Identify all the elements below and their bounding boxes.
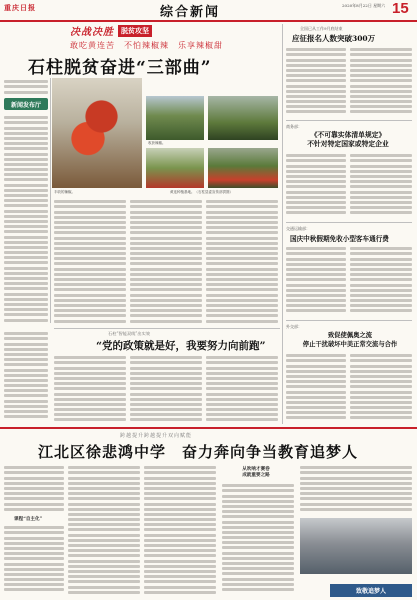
paper-name: 重庆日报 bbox=[4, 3, 36, 12]
bottom-body-col-1a bbox=[4, 464, 64, 514]
field-photo-4 bbox=[208, 148, 278, 188]
bottom-body-col-2 bbox=[68, 464, 140, 596]
bottom-body-col-1b bbox=[4, 524, 64, 596]
school-photo bbox=[300, 518, 412, 574]
story1-headline: 应征报名人数突破300万 bbox=[292, 34, 376, 43]
bottom-body-col-5 bbox=[300, 464, 412, 516]
field-photo-2 bbox=[146, 148, 204, 188]
story1-kicker: 全国已从工作9月底结束 bbox=[300, 26, 343, 31]
story1-body-col-2 bbox=[350, 46, 412, 118]
story4-kicker: 外交部： bbox=[286, 324, 302, 329]
photo-caption-3: 黄连种植基地。（石柱县委宣传部供图） bbox=[170, 190, 233, 194]
story4-headline: 致促使佩奥之流 停止干扰破坏中美正常交流与合作 bbox=[302, 332, 398, 348]
kicker-tag: 脱贫攻坚 bbox=[118, 25, 152, 37]
left-column-text bbox=[4, 114, 48, 324]
photo-caption-2: 收获辣椒。 bbox=[148, 141, 166, 145]
mid-story-headline: “党的政策就是好，我要努力向前跑” bbox=[96, 340, 266, 352]
page-number: 15 bbox=[392, 0, 409, 17]
mid-story-kicker: 石柱“智能双线”出实效 bbox=[108, 331, 150, 336]
story2-body-col-1 bbox=[286, 152, 346, 220]
news-badge: 新闻发布厅 bbox=[4, 98, 48, 110]
lead-body-col-1 bbox=[54, 198, 126, 326]
left-column-text-top bbox=[4, 78, 48, 96]
issue-info: 2020年8月22日 星期六 bbox=[342, 3, 386, 8]
lead-body-col-3 bbox=[206, 198, 278, 326]
mid-body-col-1 bbox=[54, 354, 126, 424]
lead-headline: 石柱脱贫奋进“三部曲” bbox=[28, 58, 212, 78]
story2-kicker: 商务部： bbox=[286, 124, 302, 129]
story2-headline: 《不可靠实体清单规定》 不针对特定国家或特定企业 bbox=[307, 131, 389, 148]
mid-body-col-3 bbox=[206, 354, 278, 424]
story3-body-col-2 bbox=[350, 245, 412, 317]
bottom-kicker: 跨越提升跨越提升双向赋能 bbox=[120, 433, 193, 439]
story3-headline: 国庆中秋假期免收小型客车通行费 bbox=[290, 235, 389, 243]
bottom-subhead-2: 从吹响才赛卷 成就重要之路 bbox=[242, 467, 270, 478]
footer-badge: 致敬追梦人 bbox=[330, 584, 412, 597]
photo-caption-1: 丰收的辣椒。 bbox=[54, 190, 75, 194]
mid-body-col-2 bbox=[130, 354, 202, 424]
bottom-body-col-4 bbox=[222, 482, 294, 596]
story4-body-col-1 bbox=[286, 352, 346, 424]
chili-harvest-photo bbox=[52, 78, 142, 188]
story3-kicker: 交通运输部： bbox=[286, 226, 310, 231]
bottom-banner-rule bbox=[0, 427, 417, 429]
lead-kicker bbox=[70, 24, 152, 37]
kicker-label: 决战决胜 bbox=[70, 27, 114, 38]
bottom-headline: 江北区徐悲鸿中学 奋力奔向争当教育追梦人 bbox=[38, 443, 359, 461]
bottom-subhead-1: 课程“自主化” bbox=[14, 517, 43, 522]
bottom-body-col-3 bbox=[144, 464, 216, 596]
masthead bbox=[0, 0, 417, 22]
left-column-lower-text bbox=[4, 330, 48, 424]
field-photo-3 bbox=[208, 96, 278, 140]
lead-body-col-2 bbox=[130, 198, 202, 326]
story4-body-col-2 bbox=[350, 352, 412, 424]
story2-body-col-2 bbox=[350, 152, 412, 220]
story3-body-col-1 bbox=[286, 245, 346, 317]
lead-subtitle: 敢吃黄连苦 不怕辣椒辣 乐享辣椒甜 bbox=[70, 41, 223, 50]
section-title: 综合新闻 bbox=[160, 5, 221, 20]
field-photo-1 bbox=[146, 96, 204, 140]
story1-body-col-1 bbox=[286, 46, 346, 118]
